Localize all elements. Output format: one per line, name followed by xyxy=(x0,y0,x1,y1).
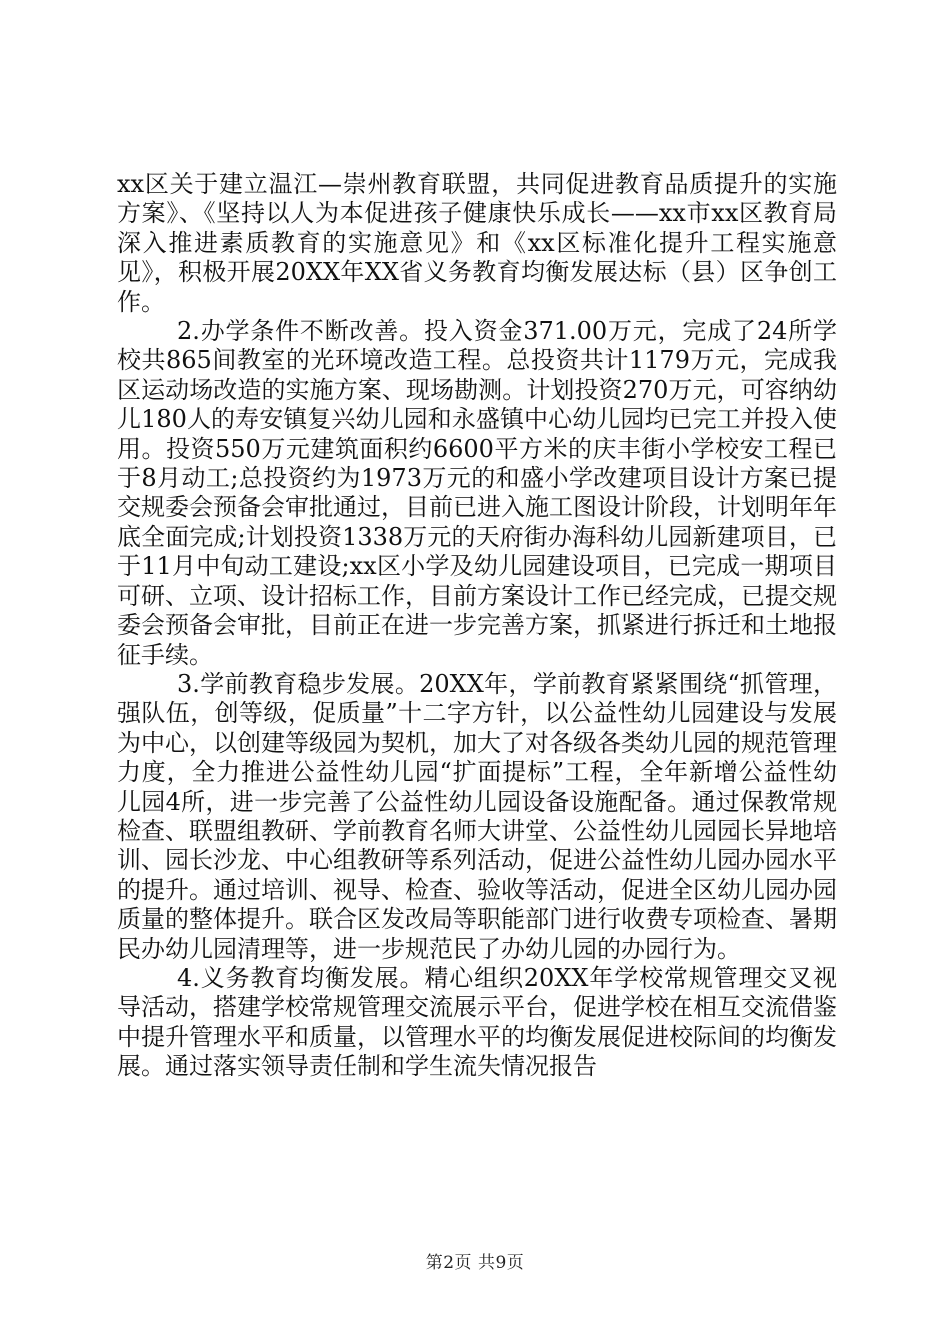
document-body xyxy=(117,170,837,1082)
page-number-footer: 第2页 共9页 xyxy=(425,1253,525,1273)
paragraph-continued: xx区关于建立温江—崇州教育联盟，共同促进教育品质提升的实施方案》、《坚持以人为本促进孩子健康快乐成长——xx市xx区教育局深入推进素质教育的实施意见》和《xx区标准化提升工程实施意见》，积极开展20XX年XX省义务教育均衡发展达标（县）区争创工作。 xyxy=(117,170,837,316)
paragraph-preschool-education: 3.学前教育稳步发展。20XX年，学前教育紧紧围绕“抓管理，强队伍，创等级，促质量”十二字方针，以公益性幼儿园建设与发展为中心，以创建等级园为契机，加大了对各级各类幼儿园的规范管理力度，全力推进公益性幼儿园“扩面提标”工程，全年新增公益性幼儿园4所，进一步完善了公益性幼儿园设备设施配备。通过保教常规检查、联盟组教研、学前教育名师大讲堂、公益性幼儿园园长异地培训、园长沙龙、中心组教研等系列活动，促进公益性幼儿园办园水平的提升。通过培训、视导、检查、验收等活动，促进全区幼儿园办园质量的整体提升。联合区发改局等职能部门进行收费专项检查、暑期民办幼儿园清理等，进一步规范民了办幼儿园的办园行为。 xyxy=(117,669,837,963)
paragraph-compulsory-education: 4.义务教育均衡发展。精心组织20XX年学校常规管理交叉视导活动，搭建学校常规管理交流展示平台，促进学校在相互交流借鉴中提升管理水平和质量，以管理水平的均衡发展促进校际间的均衡发展。通过落实领导责任制和学生流失情况报告 xyxy=(117,963,837,1081)
paragraph-school-conditions: 2.办学条件不断改善。投入资金371.00万元，完成了24所学校共865间教室的光环境改造工程。总投资共计1179万元，完成我区运动场改造的实施方案、现场勘测。计划投资270万元，可容纳幼儿180人的寿安镇复兴幼儿园和永盛镇中心幼儿园均已完工并投入使用。投资550万元建筑面积约6600平方米的庆丰街小学校安工程已于8月动工;总投资约为1973万元的和盛小学改建项目设计方案已提交规委会预备会审批通过，目前已进入施工图设计阶段，计划明年年底全面完成;计划投资1338万元的天府街办海科幼儿园新建项目，已于11月中旬动工建设;xx区小学及幼儿园建设项目，已完成一期项目可研、立项、设计招标工作，目前方案设计工作已经完成，已提交规委会预备会审批，目前正在进一步完善方案，抓紧进行拆迁和土地报征手续。 xyxy=(117,317,837,669)
